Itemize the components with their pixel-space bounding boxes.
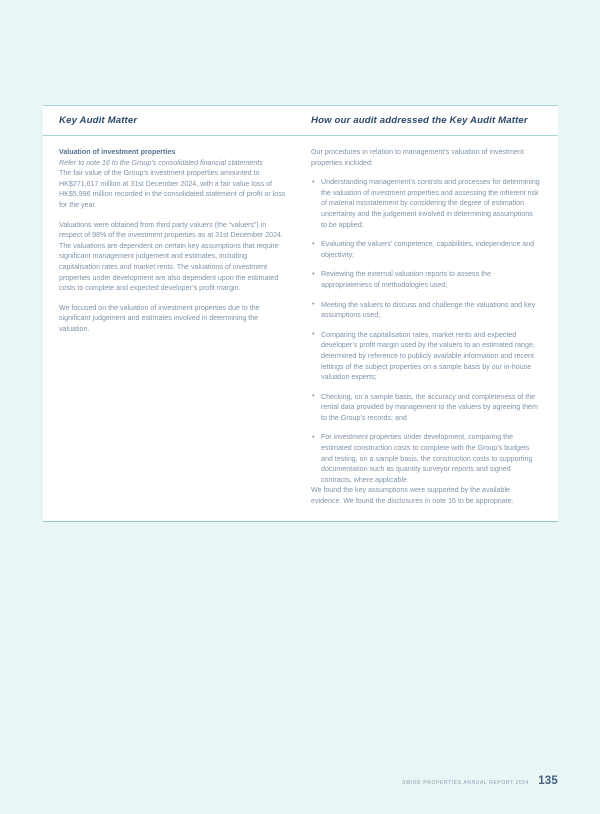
- list-item: • Checking, on a sample basis, the accuracy and completeness of the rental data provided by management to the valuers by agreeing them to the Group’s records; and: [311, 392, 540, 424]
- subheading-valuation-of-investment-properties: Valuation of investment properties: [59, 148, 176, 156]
- audit-procedures-list: [311, 177, 540, 485]
- table-cell-audit-response: [311, 136, 558, 522]
- table-header-row: [43, 106, 558, 136]
- note-reference: Refer to note 16 to the Group’s consolidated financial statements: [59, 158, 263, 167]
- list-item: • For investment properties under development, comparing the estimated construction costs to complete with the Group’s budgets and testing, on a sample basis, the construction costs to supporting documentation such as quantity surveyor reports and signed contracts, where applicable.: [311, 432, 540, 485]
- left-paragraph-2: Valuations were obtained from third party valuers (the “valuers”) in respect of 98% of the investment properties as at 31st December 2024. The valuations are dependent on certain key assumptions that require significant management judgement and estimates, including capitalisation rates and market rents. The valuations of investment properties under development are also dependent upon the estimated costs to complete and expected developer’s profit margin.: [59, 220, 283, 293]
- table-header-cell-right: [311, 106, 558, 136]
- audit-procedures-intro: Our procedures in relation to management’s valuation of investment properties included:: [311, 148, 524, 167]
- table-body-row: [43, 136, 558, 522]
- left-paragraph-1: The fair value of the Group’s investment properties amounted to HK$271,617 million at 31st December 2024, with a fair value loss of HK$5,996 million recorded in the consolidated statement of profit or loss for the year.: [59, 169, 286, 209]
- list-item: • Understanding management’s controls and processes for determining the valuation of investment properties and assessing the inherent risk of material misstatement by considering the degree of estimation uncertainty and the judgement involved in determining assumptions to be applied;: [311, 177, 540, 230]
- column-header-key-audit-matter: Key Audit Matter: [59, 115, 138, 126]
- list-item: • Comparing the capitalisation rates, market rents and expected developer’s profit margin used by the valuers to an estimated range, determined by reference to publicly available information and recent lettings of the subject properties on a sample basis by our in-house valuation experts;: [311, 330, 540, 383]
- page-footer: [0, 775, 600, 799]
- list-item: • Meeting the valuers to discuss and challenge the valuations and key assumptions used;: [311, 300, 540, 321]
- content-panel: [43, 105, 558, 522]
- column-header-how-audit-addressed: How our audit addressed the Key Audit Matter: [311, 115, 528, 126]
- list-item: • Reviewing the external valuation reports to assess the appropriateness of methodologies used;: [311, 269, 540, 290]
- left-paragraph-3: We focused on the valuation of investment properties due to the significant judgement and estimates involved in determining the valuation.: [59, 303, 260, 333]
- table-header-cell-left: [43, 106, 311, 136]
- page-number: 135: [538, 775, 558, 787]
- footer-report-label: SWIRE PROPERTIES ANNUAL REPORT 2024: [401, 780, 530, 786]
- audit-conclusion: We found the key assumptions were supported by the available evidence. We found the disclosures in note 16 to be appropriate.: [311, 486, 514, 506]
- table-cell-key-audit-matter: [43, 136, 311, 522]
- key-audit-matter-table: [43, 105, 558, 522]
- list-item: • Evaluating the valuers’ competence, capabilities, independence and objectivity;: [311, 239, 540, 260]
